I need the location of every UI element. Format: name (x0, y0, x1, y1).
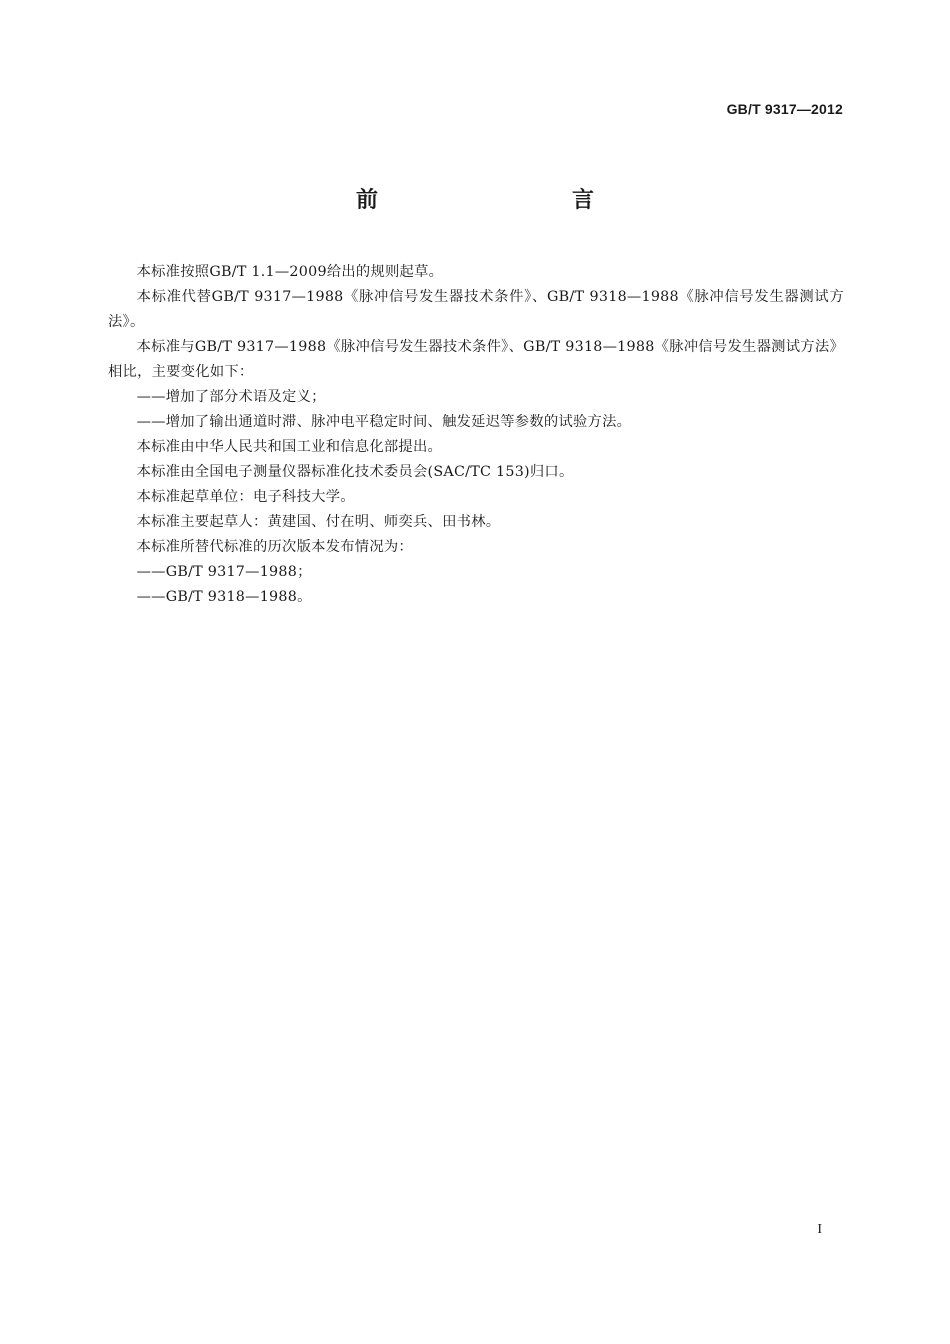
paragraph-previous-editions: 本标准所替代标准的历次版本发布情况为： (136, 539, 413, 555)
paragraph-drafting-rules: 本标准按照GB/T 1.1—2009给出的规则起草。 (136, 264, 444, 280)
list-item-change-2: ——增加了输出通道时滞、脉冲电平稳定时间、触发延迟等参数的试验方法。 (136, 414, 632, 430)
foreword-body (108, 260, 844, 610)
paragraph-proposed-by: 本标准由中华人民共和国工业和信息化部提出。 (136, 439, 443, 455)
paragraph-drafters: 本标准主要起草人：黄建国、付在明、师奕兵、田书林。 (136, 514, 501, 530)
list-item-edition-2: ——GB/T 9318—1988。 (136, 589, 312, 605)
paragraph-changes-intro: 本标准与GB/T 9317—1988《脉冲信号发生器技术条件》、GB/T 9318—1988《脉冲信号发生器测试方法》相比，主要变化如下： (108, 339, 844, 380)
list-item-edition-1: ——GB/T 9317—1988； (136, 564, 312, 580)
page-title: 前 言 (355, 188, 644, 213)
list-item-change-1: ——增加了部分术语及定义； (136, 389, 326, 405)
standard-code: GB/T 9317—2012 (726, 101, 843, 117)
paragraph-under-jurisdiction: 本标准由全国电子测量仪器标准化技术委员会(SAC/TC 153)归口。 (136, 464, 574, 480)
paragraph-replaces: 本标准代替GB/T 9317—1988《脉冲信号发生器技术条件》、GB/T 9318—1988《脉冲信号发生器测试方法》。 (108, 289, 844, 330)
paragraph-drafting-unit: 本标准起草单位：电子科技大学。 (136, 489, 355, 505)
page-number: I (817, 1222, 822, 1237)
